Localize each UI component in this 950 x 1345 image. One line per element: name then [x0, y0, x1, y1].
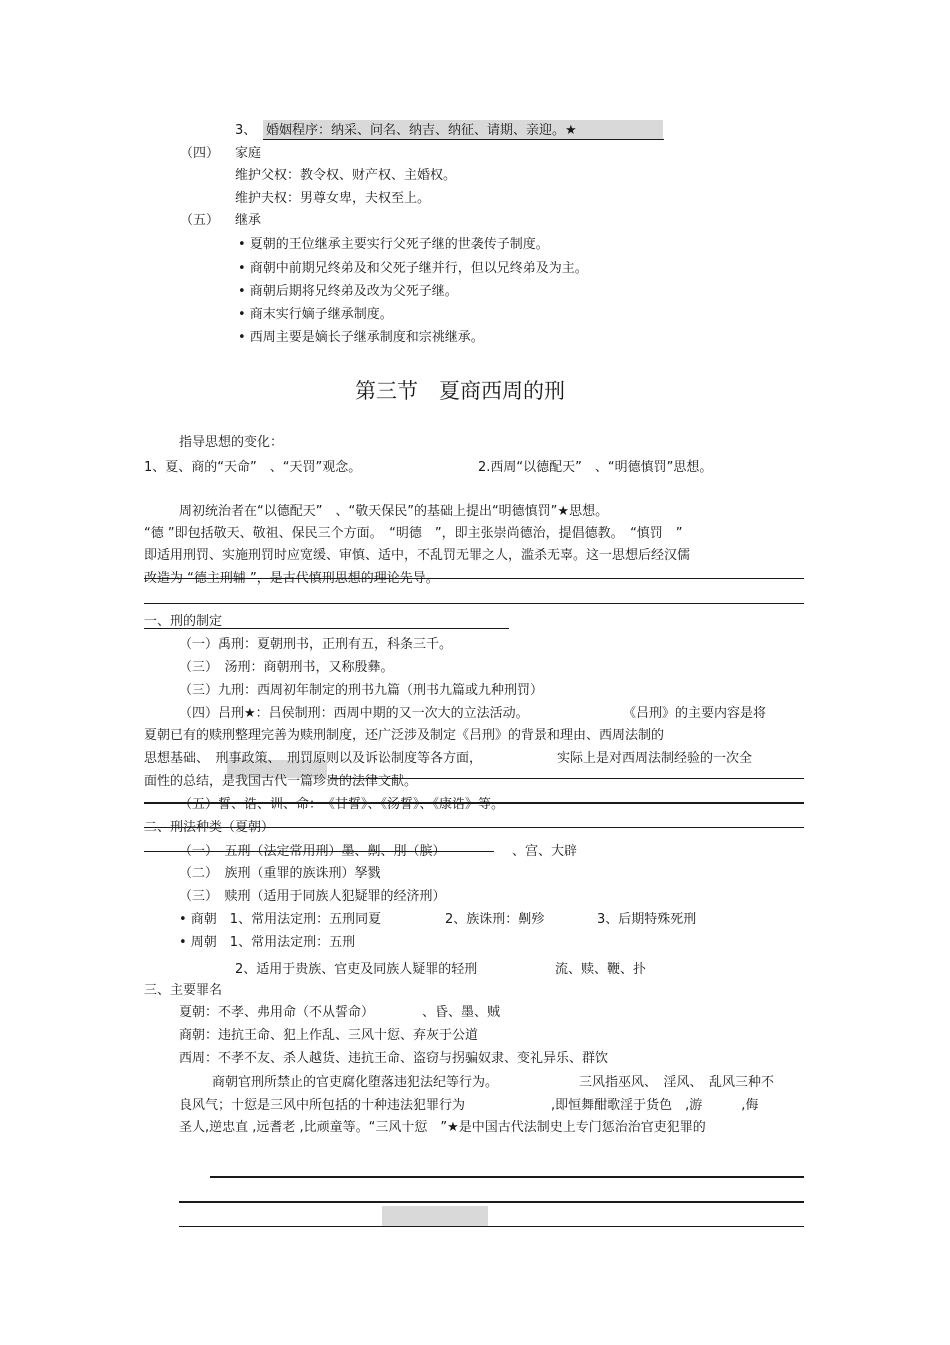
- text-line: （四）吕刑★：吕侯制刑：西周中期的又一次大的立法活动。: [179, 706, 529, 721]
- paragraph-line: 圣人,逆忠直 ,远耆老 ,比顽童等。“三风十愆 ”★是中国古代法制史上专门惩治治官吏犯罪的: [179, 1120, 706, 1135]
- text-line: 2、族诛刑：劓殄: [445, 912, 545, 927]
- underline: [263, 139, 664, 140]
- underline: [144, 628, 509, 629]
- paragraph-line: 实际上是对西周法制经验的一次全: [557, 751, 753, 766]
- text-line: 3、后期特殊死刑: [597, 912, 697, 927]
- rule-line: [330, 778, 804, 779]
- page-title: 第三节 夏商西周的刑: [355, 379, 565, 403]
- paragraph-line: 夏朝已有的赎刑整理完善为赎刑制度，还广泛涉及制定《吕刑》的背景和理由、西周法制的: [144, 728, 665, 743]
- paragraph-line: 思想基础、 刑事政策、 刑罚原则以及诉讼制度等各方面，: [144, 751, 483, 766]
- paragraph-line: 改造为 “德主刑辅 ”，是古代慎刑思想的理论先导。: [144, 571, 439, 586]
- strike-line: [144, 827, 804, 828]
- bullet-item: • 周朝 1、常用法定刑：五刑: [179, 935, 356, 950]
- rule-line: [179, 1226, 804, 1227]
- section-heading: 一、刑的制定: [144, 614, 223, 629]
- bullet-item: • 夏朝的王位继承主要实行父死子继的世袭传子制度。: [238, 237, 549, 252]
- text-line: （一） 五刑（法定常用刑）墨、劓、刖（膑）: [179, 844, 446, 859]
- text-line: 2、适用于贵族、官吏及同族人疑罪的轻刑: [235, 962, 478, 977]
- text-line: 指导思想的变化：: [179, 435, 284, 450]
- strike-line: [144, 802, 804, 804]
- text-line: 、昏、墨、贼: [422, 1005, 501, 1020]
- paragraph-line: “德 ”即包括敬天、敬祖、保民三个方面。 “明德 ”，即主张崇尚德治，提倡德教。 “慎罚 ”: [144, 526, 683, 541]
- section-heading: 三、主要罪名: [144, 983, 223, 998]
- text-line: 《吕刑》的主要内容是将: [623, 706, 767, 721]
- text-line: 维护父权：教令权、财产权、主婚权。: [235, 168, 457, 183]
- section-number: （四）: [180, 146, 220, 161]
- text-line: 流、赎、鞭、扑: [555, 962, 647, 977]
- text-line: 西周：不孝不友、杀人越货、违抗王命、盗窃与拐骗奴隶、变礼异乐、群饮: [179, 1051, 609, 1066]
- paragraph-line: 周初统治者在“以德配天” 、“敬天保民”的基础上提出“明德慎罚”★思想。: [179, 504, 609, 519]
- rule-line: [144, 603, 804, 604]
- strike-line: [144, 578, 804, 579]
- section-heading: 二、刑法种类（夏朝）: [144, 820, 275, 835]
- rule-line: [210, 1176, 804, 1178]
- rule-line: [179, 1201, 804, 1203]
- list-number: 3、: [235, 123, 257, 138]
- text-line: （二） 族刑（重罪的族诛刑）孥戮: [179, 866, 381, 881]
- paragraph-line: ,即恒舞酣歌淫于货色 ,游 ,侮: [551, 1098, 759, 1113]
- bullet-item: • 西周主要是嫡长子继承制度和宗祧继承。: [238, 330, 484, 345]
- paragraph-line: 三风指巫风、 淫风、 乱风三种不: [579, 1075, 775, 1090]
- paragraph-line: 面性的总结，是我国古代一篇珍贵的法律文献。: [144, 774, 418, 789]
- text-line: 维护夫权：男尊女卑，夫权至上。: [235, 191, 431, 206]
- text-line: （三）九刑：西周初年制定的刑书九篇（刑书九篇或九种刑罚）: [179, 683, 544, 698]
- text-line: 2.西周“以德配天” 、“明德慎罚”思想。: [478, 460, 713, 475]
- section-heading: 继承: [235, 213, 262, 228]
- strike-line: [144, 851, 494, 852]
- text-line: （三） 汤刑：商朝刑书，又称殷彝。: [179, 660, 394, 675]
- bullet-item: • 商朝后期将兄终弟及改为父死子继。: [238, 284, 458, 299]
- text-line: 商朝：违抗王命、犯上作乱、三风十愆、弃灰于公道: [179, 1028, 479, 1043]
- paragraph-line: 即适用刑罚、实施刑罚时应宽缓、审慎、适中，不乱罚无罪之人，滥杀无辜。这一思想后经汉儒: [144, 548, 691, 563]
- section-number: （五）: [180, 213, 220, 228]
- text-line: （五）誓、诰、训、命： 《甘誓》、《汤誓》、《康诰》等。: [179, 797, 505, 812]
- text-line: （一）禹刑：夏朝刑书，正刑有五，科条三千。: [179, 637, 453, 652]
- paragraph-line: 良风气；十愆是三风中所包括的十种违法犯罪行为: [179, 1098, 466, 1113]
- text-line: 夏朝：不孝、弗用命（不从誓命）: [179, 1005, 375, 1020]
- text-line: （三） 赎刑（适用于同族人犯疑罪的经济刑）: [179, 889, 446, 904]
- bullet-item: • 商朝 1、常用法定刑：五刑同夏: [179, 912, 382, 927]
- bullet-item: • 商朝中前期兄终弟及和父死子继并行，但以兄终弟及为主。: [238, 261, 588, 276]
- text-line: 、宫、大辟: [512, 844, 578, 859]
- bullet-item: • 商末实行嫡子继承制度。: [238, 307, 393, 322]
- section-heading: 家庭: [235, 146, 262, 161]
- paragraph-line: 商朝官刑所禁止的官吏腐化堕落违犯法纪等行为。: [212, 1075, 499, 1090]
- highlight-box: [382, 1206, 488, 1227]
- marriage-procedure: 婚姻程序：纳采、问名、纳吉、纳征、请期、亲迎。★: [266, 123, 577, 138]
- text-line: 1、夏、商的“天命” 、“天罚”观念。: [144, 460, 362, 475]
